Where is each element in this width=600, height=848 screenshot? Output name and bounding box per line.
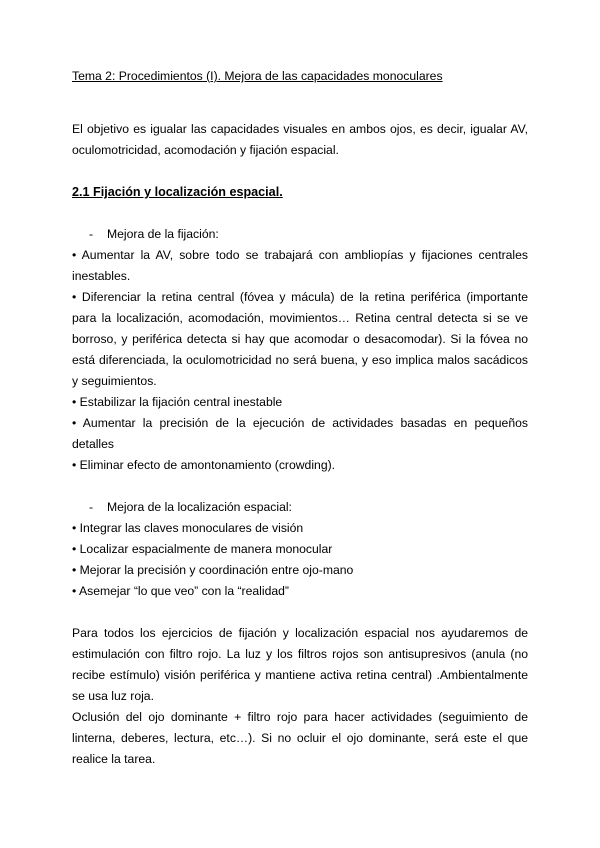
dash-marker: - (89, 500, 94, 514)
fixation-bullet: • Aumentar la precisión de la ejecución de actividades basadas en pequeños detalles (72, 416, 528, 451)
localization-bullet: • Integrar las claves monoculares de visión (72, 521, 304, 535)
fixation-bullet: • Diferenciar la retina central (fóvea y mácula) de la retina periférica (importante para la localización, acomodación, movimientos… Retina central detecta si se ve borroso, y periférica detecta si hay que acomodar o desacomodar). Si la fóvea no está diferenciada, la oculomotricidad no será buena, y eso implica malos sacádicos y seguimientos. (72, 290, 528, 388)
spacer (72, 476, 528, 497)
document-title: Tema 2: Procedimientos (I). Mejora de las capacidades monoculares (72, 69, 443, 83)
localization-label: Mejora de la localización espacial: (107, 500, 292, 514)
fixation-bullet: • Estabilizar la fijación central inestable (72, 395, 283, 409)
fixation-subheading (72, 224, 528, 245)
fixation-label: Mejora de la fijación: (107, 227, 219, 241)
spacer (72, 102, 528, 119)
localization-subheading (72, 497, 528, 518)
localization-bullet: • Localizar espacialmente de manera monocular (72, 542, 333, 556)
section-heading: 2.1 Fijación y localización espacial. (72, 185, 283, 199)
spacer (72, 203, 528, 224)
spacer (72, 602, 528, 623)
closing-paragraph: Oclusión del ojo dominante + filtro rojo para hacer actividades (seguimiento de linterna, deberes, lectura, etc…). Si no ocluir el ojo dominante, será este el que realice la tarea. (72, 710, 528, 766)
fixation-bullet: • Eliminar efecto de amontonamiento (crowding). (72, 458, 336, 472)
dash-marker: - (89, 227, 94, 241)
closing-paragraph: Para todos los ejercicios de fijación y localización espacial nos ayudaremos de estimulación con filtro rojo. La luz y los filtros rojos son antisupresivos (anula (no recibe estímulo) visión periférica y mantiene activa retina central) .Ambientalmente se usa luz roja. (72, 626, 528, 703)
spacer (72, 161, 528, 182)
intro-paragraph: El objetivo es igualar las capacidades visuales en ambos ojos, es decir, igualar AV, oculomotricidad, acomodación y fijación espacial. (72, 122, 528, 157)
fixation-bullet: • Aumentar la AV, sobre todo se trabajará con ambliopías y fijaciones centrales inestables. (72, 248, 528, 283)
localization-bullet: • Mejorar la precisión y coordinación entre ojo-mano (72, 563, 354, 577)
document-page (72, 66, 528, 770)
localization-bullet: • Asemejar “lo que veo” con la “realidad” (72, 584, 289, 598)
